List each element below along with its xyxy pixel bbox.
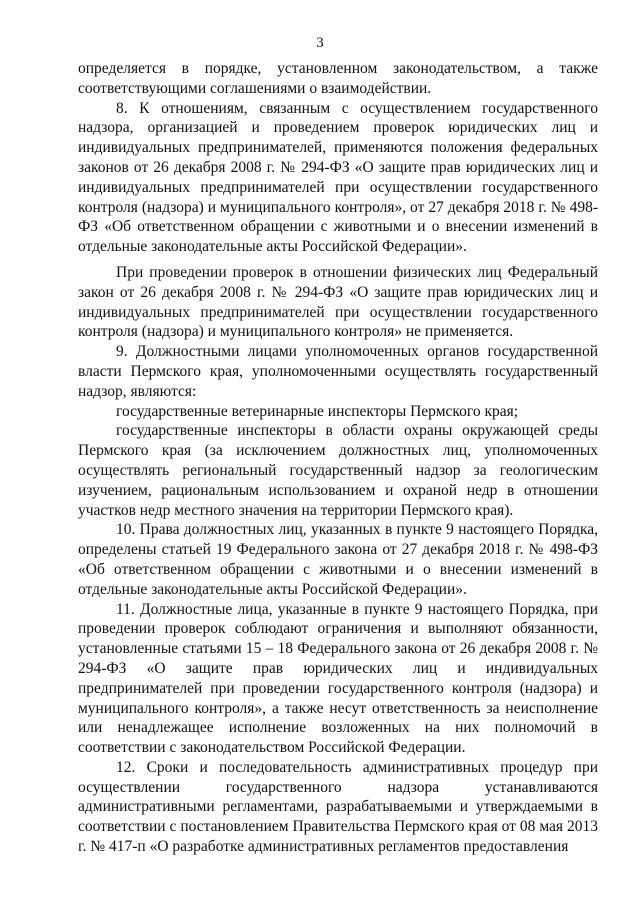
paragraph-item-8: 8. К отношениям, связанным с осуществлением государственного надзора, организацией и проведением проверок юридических лиц и индивидуальных предпринимателей, применяются положения федеральных законов от 26 декабря 2008 г. № 294-ФЗ «О защите прав юридических лиц и индивидуальных предпринимателей при осуществлении государственного контроля (надзора) и муниципального контроля», от 27 декабря 2018 г. № 498-ФЗ «Об ответственном обращении с животными и о внесении изменений в отдельные законодательные акты Российской Федерации». [78, 99, 598, 256]
paragraph-continuation: определяется в порядке, установленном законодательством, а также соответствующими соглашениями о взаимодействии. [78, 60, 598, 97]
paragraph-item-11: 11. Должностные лица, указанные в пункте 9 настоящего Порядка, при проведении проверок соблюдают ограничения и выполняют обязанности, установленные статьями 15 – 18 Федерального закона от 26 декабря 2008 г. № 294-ФЗ «О защите прав юридических лиц и индивидуальных предпринимателей при проведении государственного контроля (надзора) и муниципального контроля», а также несут ответственность за неисполнение или ненадлежащее исполнение возложенных на них полномочий в соответствии с законодательством Российской Федерации. [78, 600, 598, 757]
paragraph-item-12: 12. Сроки и последовательность административных процедур при осуществлении государственного надзора устанавливаются административными регламентами, разрабатываемыми и утверждаемыми в соответствии с постановлением Правительства Пермского края от 08 мая 2013 г. № 417-п «О разработке административных регламентов предоставления [78, 758, 598, 856]
page-number: 3 [316, 35, 324, 51]
paragraph-physical-persons: При проведении проверок в отношении физических лиц Федеральный закон от 26 декабря 2008 г. № 294-ФЗ «О защите прав юридических лиц и индивидуальных предпринимателей при осуществлении государственного контроля (надзора) и муниципального контроля» не применяется. [78, 263, 598, 341]
paragraph-veterinary-inspectors: государственные ветеринарные инспекторы Пермского края; [116, 402, 519, 420]
paragraph-item-9: 9. Должностными лицами уполномоченных органов государственной власти Пермского края, уполномоченными осуществлять государственный надзор, являются: [78, 343, 598, 400]
document-body [78, 59, 598, 857]
paragraph-environment-inspectors: государственные инспекторы в области охраны окружающей среды Пермского края (за исключением должностных лиц, уполномоченных осуществлять региональный государственный надзор за геологическим изучением, рациональным использованием и охраной недр в отношении участков недр местного значения на территории Пермского края). [78, 422, 598, 519]
paragraph-item-10: 10. Права должностных лиц, указанных в пункте 9 настоящего Порядка, определены статьей 19 Федерального закона от 27 декабря 2018 г. № 498-ФЗ «Об ответственном обращении с животными и о внесении изменений в отдельные законодательные акты Российской Федерации». [78, 521, 598, 598]
